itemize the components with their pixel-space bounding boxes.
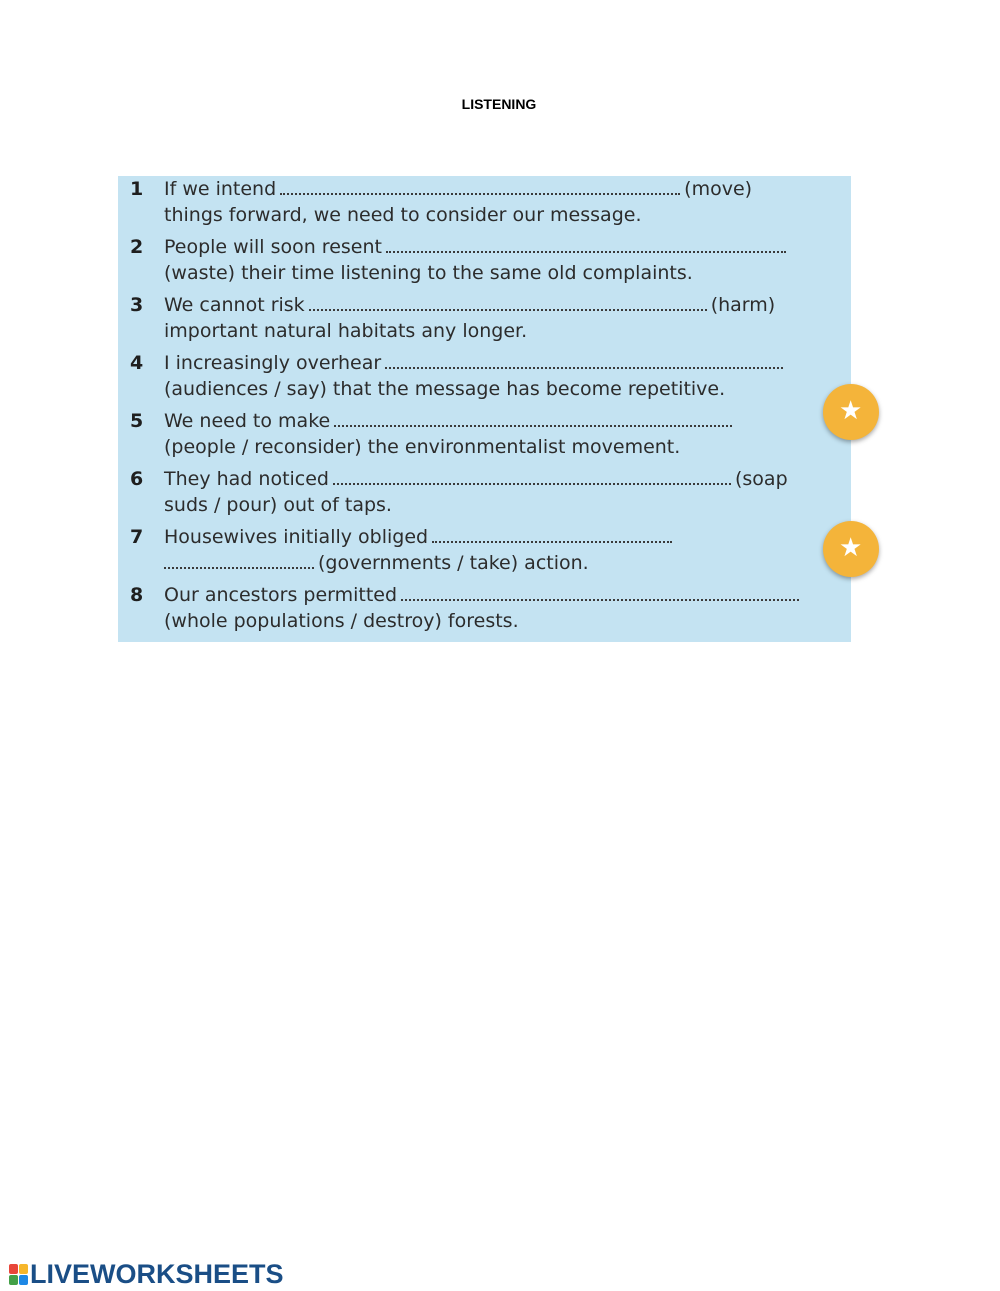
item-text: Housewives initially obliged [164, 526, 429, 548]
item-number: 3 [130, 294, 144, 316]
item-text: (move) [684, 178, 753, 200]
item-number: 8 [130, 584, 144, 606]
item-text: Our ancestors permitted [164, 584, 398, 606]
item-text: (governments / take) action. [318, 552, 589, 574]
page-title: LISTENING [461, 96, 537, 112]
answer-blank[interactable] [164, 563, 314, 569]
logo-mark-icon [9, 1264, 28, 1285]
item-number: 6 [130, 468, 144, 490]
item-text: (audiences / say) that the message has become repetitive. [164, 378, 726, 400]
item-number: 4 [130, 352, 144, 374]
star-badge[interactable] [823, 521, 879, 577]
liveworksheets-logo [9, 1259, 284, 1289]
item-text: People will soon resent [164, 236, 382, 258]
answer-blank[interactable] [385, 363, 783, 369]
item-text: (people / reconsider) the environmentalist movement. [164, 436, 681, 458]
item-text: (soap [735, 468, 788, 490]
star-icon: ★ [839, 396, 863, 426]
item-text: We cannot risk [164, 294, 305, 316]
item-text: things forward, we need to consider our message. [164, 204, 642, 226]
item-text: They had noticed [164, 468, 329, 490]
answer-blank[interactable] [432, 537, 672, 543]
item-text: If we intend [164, 178, 277, 200]
item-text: suds / pour) out of taps. [164, 494, 392, 516]
exercise-panel [118, 176, 863, 642]
answer-blank[interactable] [309, 305, 707, 311]
answer-blank[interactable] [386, 247, 786, 253]
answer-blank[interactable] [401, 595, 799, 601]
item-text: I increasingly overhear [164, 352, 382, 374]
item-text: (waste) their time listening to the same old complaints. [164, 262, 693, 284]
star-icon: ★ [839, 533, 863, 563]
item-number: 1 [130, 178, 144, 200]
answer-blank[interactable] [280, 189, 680, 195]
item-text: (whole populations / destroy) forests. [164, 610, 519, 632]
item-number: 5 [130, 410, 144, 432]
item-number: 7 [130, 526, 144, 548]
logo-text: LIVEWORKSHEETS [30, 1258, 284, 1289]
item-number: 2 [130, 236, 144, 258]
star-badge[interactable] [823, 384, 879, 440]
answer-blank[interactable] [333, 479, 731, 485]
item-text: (harm) [710, 294, 776, 316]
item-text: We need to make [164, 410, 331, 432]
item-text: important natural habitats any longer. [164, 320, 528, 342]
answer-blank[interactable] [334, 421, 732, 427]
